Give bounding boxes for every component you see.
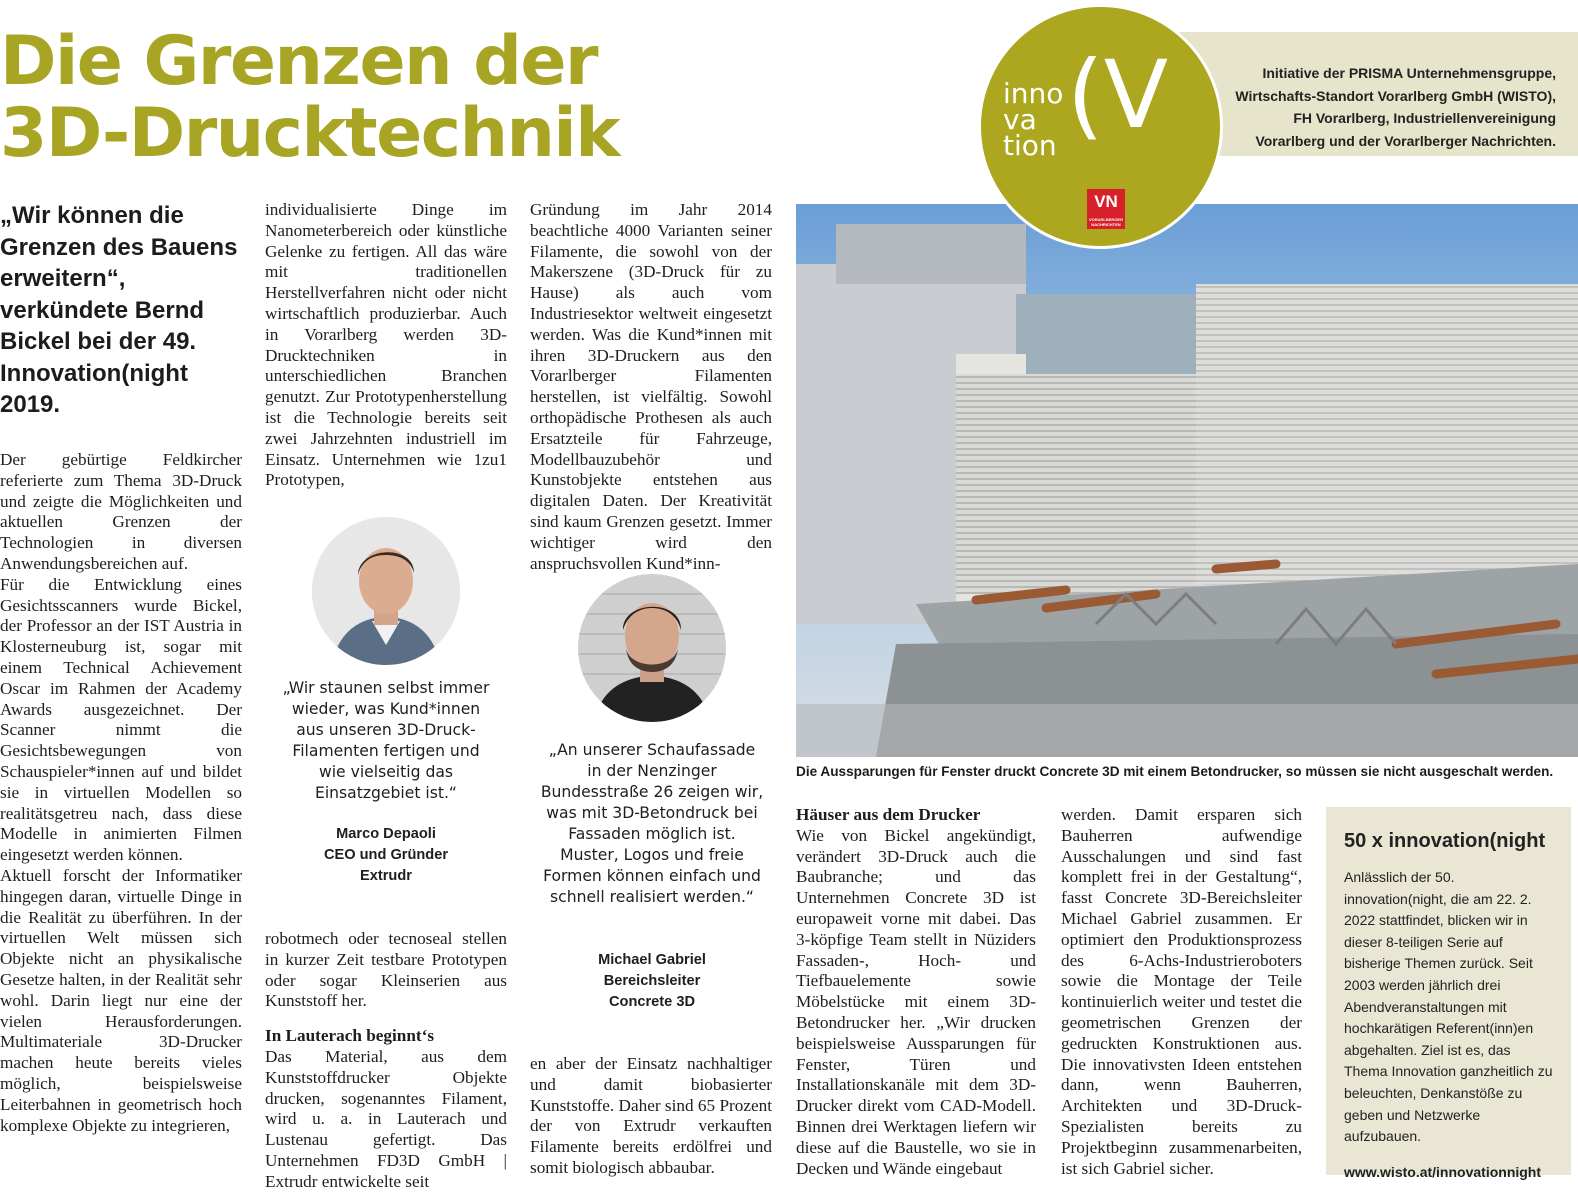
column-4-text: Wie von Bickel angekündigt, verändert 3D-Druck auch die Baubranche; und das Unternehmen Concrete 3D ist europaweit vorne mit dabei. Das 3-köpfige Team stellt in Nüziders Fassaden-, Hoch- und Tiefbauelemente sowie Möbelstücke mit einem 3D-Betondrucker her. „Wir drucken beispielsweise Aussparungen für Fenster, Türen und Installationskanäle mit dem 3D-Drucker direkt vom CAD-Modell. Binnen drei Werktagen liefern wir diese auf die Baustelle, wo sie in Decken und Wände eingebaut [796, 825, 1036, 1178]
headline [0, 22, 800, 173]
quote-1-role: CEO und Gründer [323, 847, 449, 863]
quote-2-company: Concrete 3D [609, 994, 695, 1010]
column-1-paragraph-2: Für die Entwicklung eines Gesichtsscanners wurde Bickel, der Professor an der IST Austria in Klosterneuburg ist, sogar mit einem Technical Achievement Oscar im Rahmen der Academy Awards ausgezeichnet. Der Scanner nimmt die Gesichtsbewegungen von Schauspieler*innen auf und bildet sie in virtuellen Modellen so realitätsgetreu nach, dass diese Modelle in animierten Filmen eingesetzt werden können. [0, 574, 242, 865]
portrait-michael-gabriel [578, 574, 726, 722]
quote-2-name: Michael Gabriel [598, 952, 706, 968]
badge-word-inno: inno [1003, 77, 1064, 110]
wisto-link[interactable]: www.wisto.at/innovationnight [1344, 1163, 1542, 1180]
banner-line-3: FH Vorarlberg, Industriellenvereinigung [1293, 110, 1556, 126]
subhead-lauterach: In Lauterach beginnt‘s [265, 1026, 435, 1046]
headline-line-1: Die Grenzen der [0, 22, 598, 101]
subhead-haeuser: Häuser aus dem Drucker [796, 805, 981, 824]
concrete-print-photo [796, 204, 1578, 757]
vn-logo-subtext: VORARLBERGER NACHRICHTEN [1088, 217, 1123, 227]
column-1-paragraph-1: Der gebürtige Feldkircher referierte zum Thema 3D-Druck und zeigte die Möglichkeiten und aktuellen Grenzen der Technologien in diversen Anwendungsbereichen auf. [0, 450, 242, 573]
headline-line-2: 3D-Drucktechnik [0, 94, 619, 173]
banner-line-4: Vorarlberg und der Vorarlberger Nachrichten. [1255, 132, 1556, 149]
vn-logo-text: VN [1094, 192, 1118, 211]
deck-lead: „Wir können die Grenzen des Bauens erweitern“, verkündete Bernd Bickel bei der 49. Innovation(night 2019. [0, 202, 238, 418]
quote-2-text: „An unserer Schaufassade in der Nenzinger Bundesstraße 26 zeigen wir, was mit 3D-Betondruck bei Fassaden möglich ist. Muster, Logos und freie Formen können einfach und schnell realisiert werden.“ [540, 741, 764, 906]
quote-2-role: Bereichsleiter [603, 973, 701, 989]
column-2-top: individualisierte Dinge im Nanometerbereich oder künstliche Gelenke zu fertigen. All das wäre mit traditionellen Herstellverfahren nicht oder nicht wirtschaftlich produzierbar. Auch in Vorarlberg werden 3D-Drucktechniken in unterschiedlichen Branchen genutzt. Zur Prototypenherstellung ist die Technologie bereits seit zwei Jahrzehnten industriell im Einsatz. Unternehmen wie 1zu1 Prototypen, [265, 200, 507, 490]
badge-bracket-v [1067, 41, 1168, 150]
column-3-bottom: en aber der Einsatz nachhaltiger und damit biobasierter Kunststoffe. Daher sind 65 Prozent der von Extrudr verkauften Filamente bereits erdölfrei und somit biologisch abbaubar. [530, 1054, 772, 1177]
quote-1-text: „Wir staunen selbst immer wieder, was Kund*innen aus unseren 3D-Druck-Filamenten fertigen und wie vielseitig das Einsatzgebiet ist.“ [282, 679, 490, 802]
column-4 [796, 805, 1036, 1179]
badge-word-tion: tion [1003, 129, 1057, 162]
vn-logo [1087, 189, 1125, 229]
quote-1-company: Extrudr [360, 868, 412, 884]
column-3-top: Gründung im Jahr 2014 beachtliche 4000 Varianten seiner Filamente, die sowohl von der Makerszene (3D-Druck für zu Hause) als auch vom Industriesektor weltweit eingesetzt werden. Was die Kund*innen mit ihren 3D-Druckern aus den Vorarlberger Filamenten herstellen, ist vielfältig. Sowohl orthopädische Prothesen als auch Ersatzteile für Fahrzeuge, Modellbauzubehör und Kunstobjekte entstehen aus digitalen Daten. Der Kreativität sind kaum Grenzen gesetzt. Immer wichtiger wird den anspruchsvollen Kund*inn- [530, 200, 772, 573]
info-box-body: Anlässlich der 50. innovation(night, die am 22. 2. 2022 stattfindet, blicken wir in dieser 8-teiligen Serie auf bisherige Themen zurück. Seit 2003 werden jährlich drei Abendveranstaltungen mit hochkarätigen Referent(inn)en abgehalten. Ziel ist es, das Thema Innovation ganzheitlich zu beleuchten, Denkanstöße zu geben und Netzwerke aufzubauen. [1344, 869, 1553, 1145]
column-1 [0, 450, 242, 1136]
column-2-bottom-text: robotmech oder tecnoseal stellen in kurzer Zeit testbare Prototypen oder sogar Kleinserien aus Kunststoff her. [265, 929, 507, 1011]
portrait-marco-depaoli [312, 517, 460, 665]
quote-1-name: Marco Depaoli [336, 826, 436, 842]
column-5: werden. Damit ersparen sich Bauherren aufwendige Ausschalungen und sind fast komplett frei in der Gestaltung“, fasst Concrete 3D-Bereichsleiter Michael Gabriel zusammen. Er optimiert den Produktionsprozess des 6-Achs-Industrieroboters sowie die Montage der Teile kontinuierlich weiter und testet die geometrischen Grenzen der gedruckten Konstruktionen aus. Die innovativsten Ideen entstehen dann, wenn Bauherren, Architekten und 3D-Druck-Spezialisten bereits zu Projektbeginn zusammenarbeiten, ist sich Gabriel sicher. [1061, 805, 1302, 1178]
badge-word-va: va [1003, 103, 1037, 136]
quote-2-credit [540, 950, 764, 1013]
innovation-badge [978, 4, 1223, 249]
photo-caption: Die Aussparungen für Fenster druckt Concrete 3D mit einem Betondrucker, so müssen sie nicht ausgeschalt werden. [796, 764, 1554, 779]
initiative-text [1196, 62, 1556, 152]
column-1-paragraph-3: Aktuell forscht der Informatiker hingegen daran, virtuelle Dinge in die Realität zu überführen. In der virtuellen Welt müssen sich Objekte nicht an physikalische Gesetze halten, in der Realität sehr wohl. Darin liegt nur eine der vielen Herausforderungen. Multimateriale 3D-Drucker machen heute bereits vieles möglich, beispielsweise Leiterbahnen in geometrisch hoch komplexe Objekte zu integrieren, [0, 865, 242, 1135]
badge-bracket: ( [1067, 41, 1104, 150]
banner-line-1: Initiative der PRISMA Unternehmensgruppe, [1262, 65, 1556, 81]
info-box-title: 50 x innovation(night [1344, 830, 1546, 852]
column-2-after-subhead: Das Material, aus dem Kunststoffdrucker Objekte drucken, sogenanntes Filament, wird u. a. in Lauterach und Lustenau gefertigt. Das Unternehmen FD3D GmbH | Extrudr entwickelte seit [265, 1046, 507, 1191]
badge-letter: V [1103, 41, 1168, 150]
banner-line-2: Wirtschafts-Standort Vorarlberg GmbH (WISTO), [1235, 87, 1556, 104]
quote-1-credit [278, 824, 494, 887]
info-box [1326, 807, 1571, 1180]
column-2-bottom [265, 929, 507, 1192]
